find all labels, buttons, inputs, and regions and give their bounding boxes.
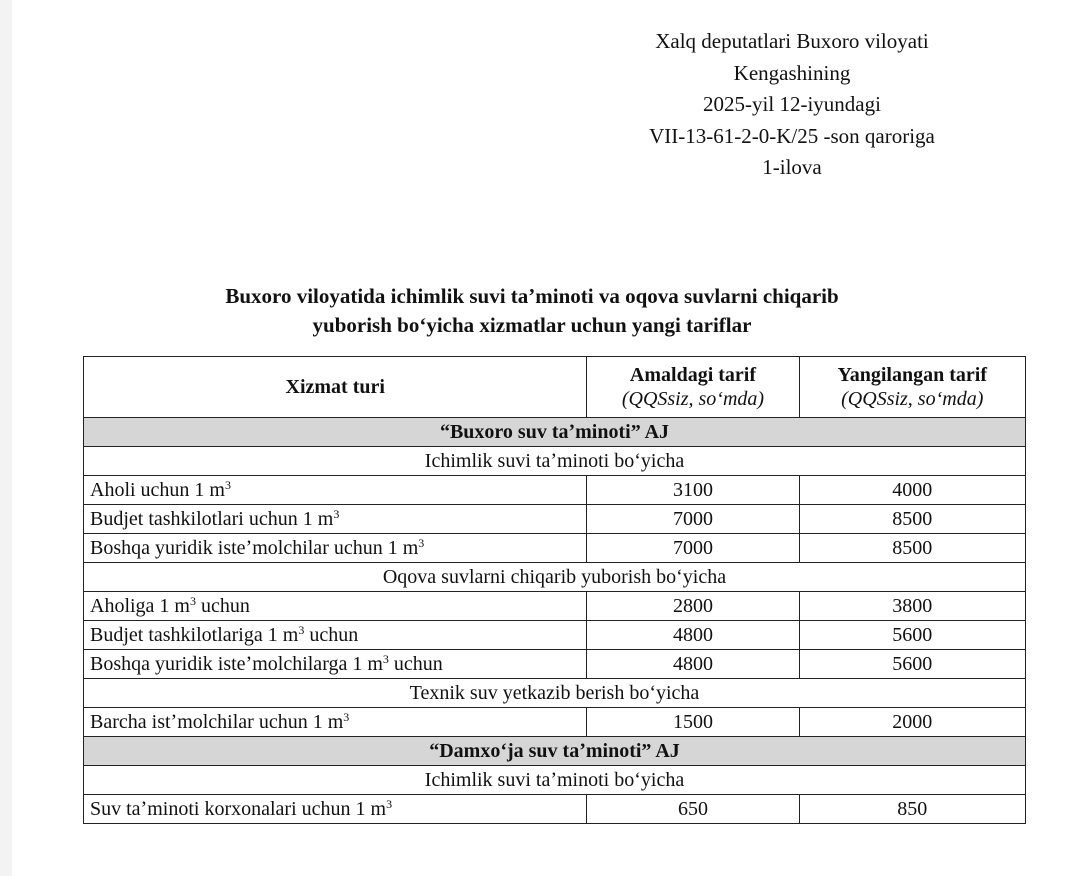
header-new-tariff-label: Yangilangan tarif xyxy=(837,364,987,386)
service-label: Aholi uchun 1 m xyxy=(90,479,225,501)
unit-exponent: 3 xyxy=(333,507,340,521)
unit-exponent: 3 xyxy=(225,478,231,492)
subsection-heading: Texnik suv yetkazib berish boʻyicha xyxy=(84,679,1026,708)
service-label: Boshqa yuridik isteʼmolchilarga 1 m xyxy=(90,653,383,675)
subsection-row xyxy=(84,563,1026,592)
header-current-tariff xyxy=(587,357,799,418)
current-tariff-cell: 7000 xyxy=(587,534,799,563)
subsection-row xyxy=(84,447,1026,476)
current-tariff-cell: 650 xyxy=(587,795,799,824)
document-title-line-2: yuborish boʻyicha xizmatlar uchun yangi tariflar xyxy=(312,313,752,337)
header-new-tariff-unit: (QQSsiz, soʻmda) xyxy=(841,388,984,410)
service-label: Budjet tashkilotlariga 1 m xyxy=(90,624,299,646)
service-cell xyxy=(84,476,587,505)
table-row xyxy=(84,505,1026,534)
annex-line-2: Kengashining xyxy=(733,60,851,85)
tariff-table-body xyxy=(84,418,1026,824)
table-row xyxy=(84,592,1026,621)
section-heading: “Buxoro suv taʼminoti” AJ xyxy=(84,418,1026,447)
new-tariff-cell: 5600 xyxy=(799,650,1026,679)
viewer-margin xyxy=(0,0,12,876)
header-service-type xyxy=(84,357,587,418)
unit-exponent: 3 xyxy=(386,797,393,811)
annex-line-3: 2025-yil 12-iyundagi xyxy=(703,92,881,116)
subsection-heading: Ichimlik suvi taʼminoti boʻyicha xyxy=(84,766,1026,795)
unit-exponent: 3 xyxy=(382,652,389,666)
annex-line-1: Xalq deputatlari Buxoro viloyati xyxy=(655,29,929,53)
unit-exponent: 3 xyxy=(190,594,196,608)
header-current-tariff-unit: (QQSsiz, soʻmda) xyxy=(621,388,765,410)
section-heading: “Damxoʻja suv taʼminoti” AJ xyxy=(84,737,1026,766)
new-tariff-cell: 3800 xyxy=(799,592,1026,621)
header-current-tariff-label: Amaldagi tarif xyxy=(629,364,756,386)
tariff-table xyxy=(83,356,1026,824)
current-tariff-cell: 3100 xyxy=(587,476,799,505)
service-cell xyxy=(84,621,587,650)
table-row xyxy=(84,708,1026,737)
table-row xyxy=(84,795,1026,824)
document-title-line-1: Buxoro viloyatida ichimlik suvi taʼminoti va oqova suvlarni chiqarib xyxy=(225,284,839,308)
service-label: Barcha istʼmolchilar uchun 1 m xyxy=(90,711,344,733)
current-tariff-cell: 1500 xyxy=(587,708,799,737)
new-tariff-cell: 4000 xyxy=(799,476,1026,505)
annex-line-4: VII-13-61-2-0-K/25 -son qaroriga xyxy=(649,123,935,148)
service-cell xyxy=(84,505,587,534)
service-cell xyxy=(84,650,587,679)
document-page xyxy=(12,0,1080,876)
subsection-row xyxy=(84,766,1026,795)
new-tariff-cell: 850 xyxy=(799,795,1026,824)
current-tariff-cell: 4800 xyxy=(587,621,799,650)
new-tariff-cell: 5600 xyxy=(799,621,1026,650)
header-new-tariff xyxy=(799,357,1026,418)
service-cell xyxy=(84,534,587,563)
document-title xyxy=(72,282,992,340)
new-tariff-cell: 8500 xyxy=(799,505,1026,534)
service-label: Suv taʼminoti korxonalari uchun 1 m xyxy=(90,798,387,820)
table-row xyxy=(84,534,1026,563)
service-suffix: uchun xyxy=(196,595,250,617)
service-label: Budjet tashkilotlari uchun 1 m xyxy=(90,508,334,530)
subsection-row xyxy=(84,679,1026,708)
table-row xyxy=(84,621,1026,650)
service-suffix: uchun xyxy=(304,624,359,646)
subsection-heading: Ichimlik suvi taʼminoti boʻyicha xyxy=(84,447,1026,476)
table-header-row xyxy=(84,357,1026,418)
current-tariff-cell: 7000 xyxy=(587,505,799,534)
header-service-type-label: Xizmat turi xyxy=(285,376,385,398)
service-cell xyxy=(84,708,587,737)
unit-exponent: 3 xyxy=(298,623,305,637)
service-cell xyxy=(84,795,587,824)
table-row xyxy=(84,476,1026,505)
annex-line-5: 1-ilova xyxy=(762,155,822,179)
service-label: Boshqa yuridik isteʼmolchilar uchun 1 m xyxy=(90,537,419,559)
service-suffix: uchun xyxy=(388,653,443,675)
subsection-heading: Oqova suvlarni chiqarib yuborish boʻyicha xyxy=(84,563,1026,592)
service-cell xyxy=(84,592,587,621)
section-row xyxy=(84,737,1026,766)
annex-header xyxy=(582,26,1002,184)
new-tariff-cell: 2000 xyxy=(799,708,1026,737)
current-tariff-cell: 4800 xyxy=(587,650,799,679)
service-label: Aholiga 1 m xyxy=(90,595,190,617)
table-row xyxy=(84,650,1026,679)
unit-exponent: 3 xyxy=(418,536,425,550)
new-tariff-cell: 8500 xyxy=(799,534,1026,563)
current-tariff-cell: 2800 xyxy=(587,592,799,621)
unit-exponent: 3 xyxy=(343,710,350,724)
section-row xyxy=(84,418,1026,447)
